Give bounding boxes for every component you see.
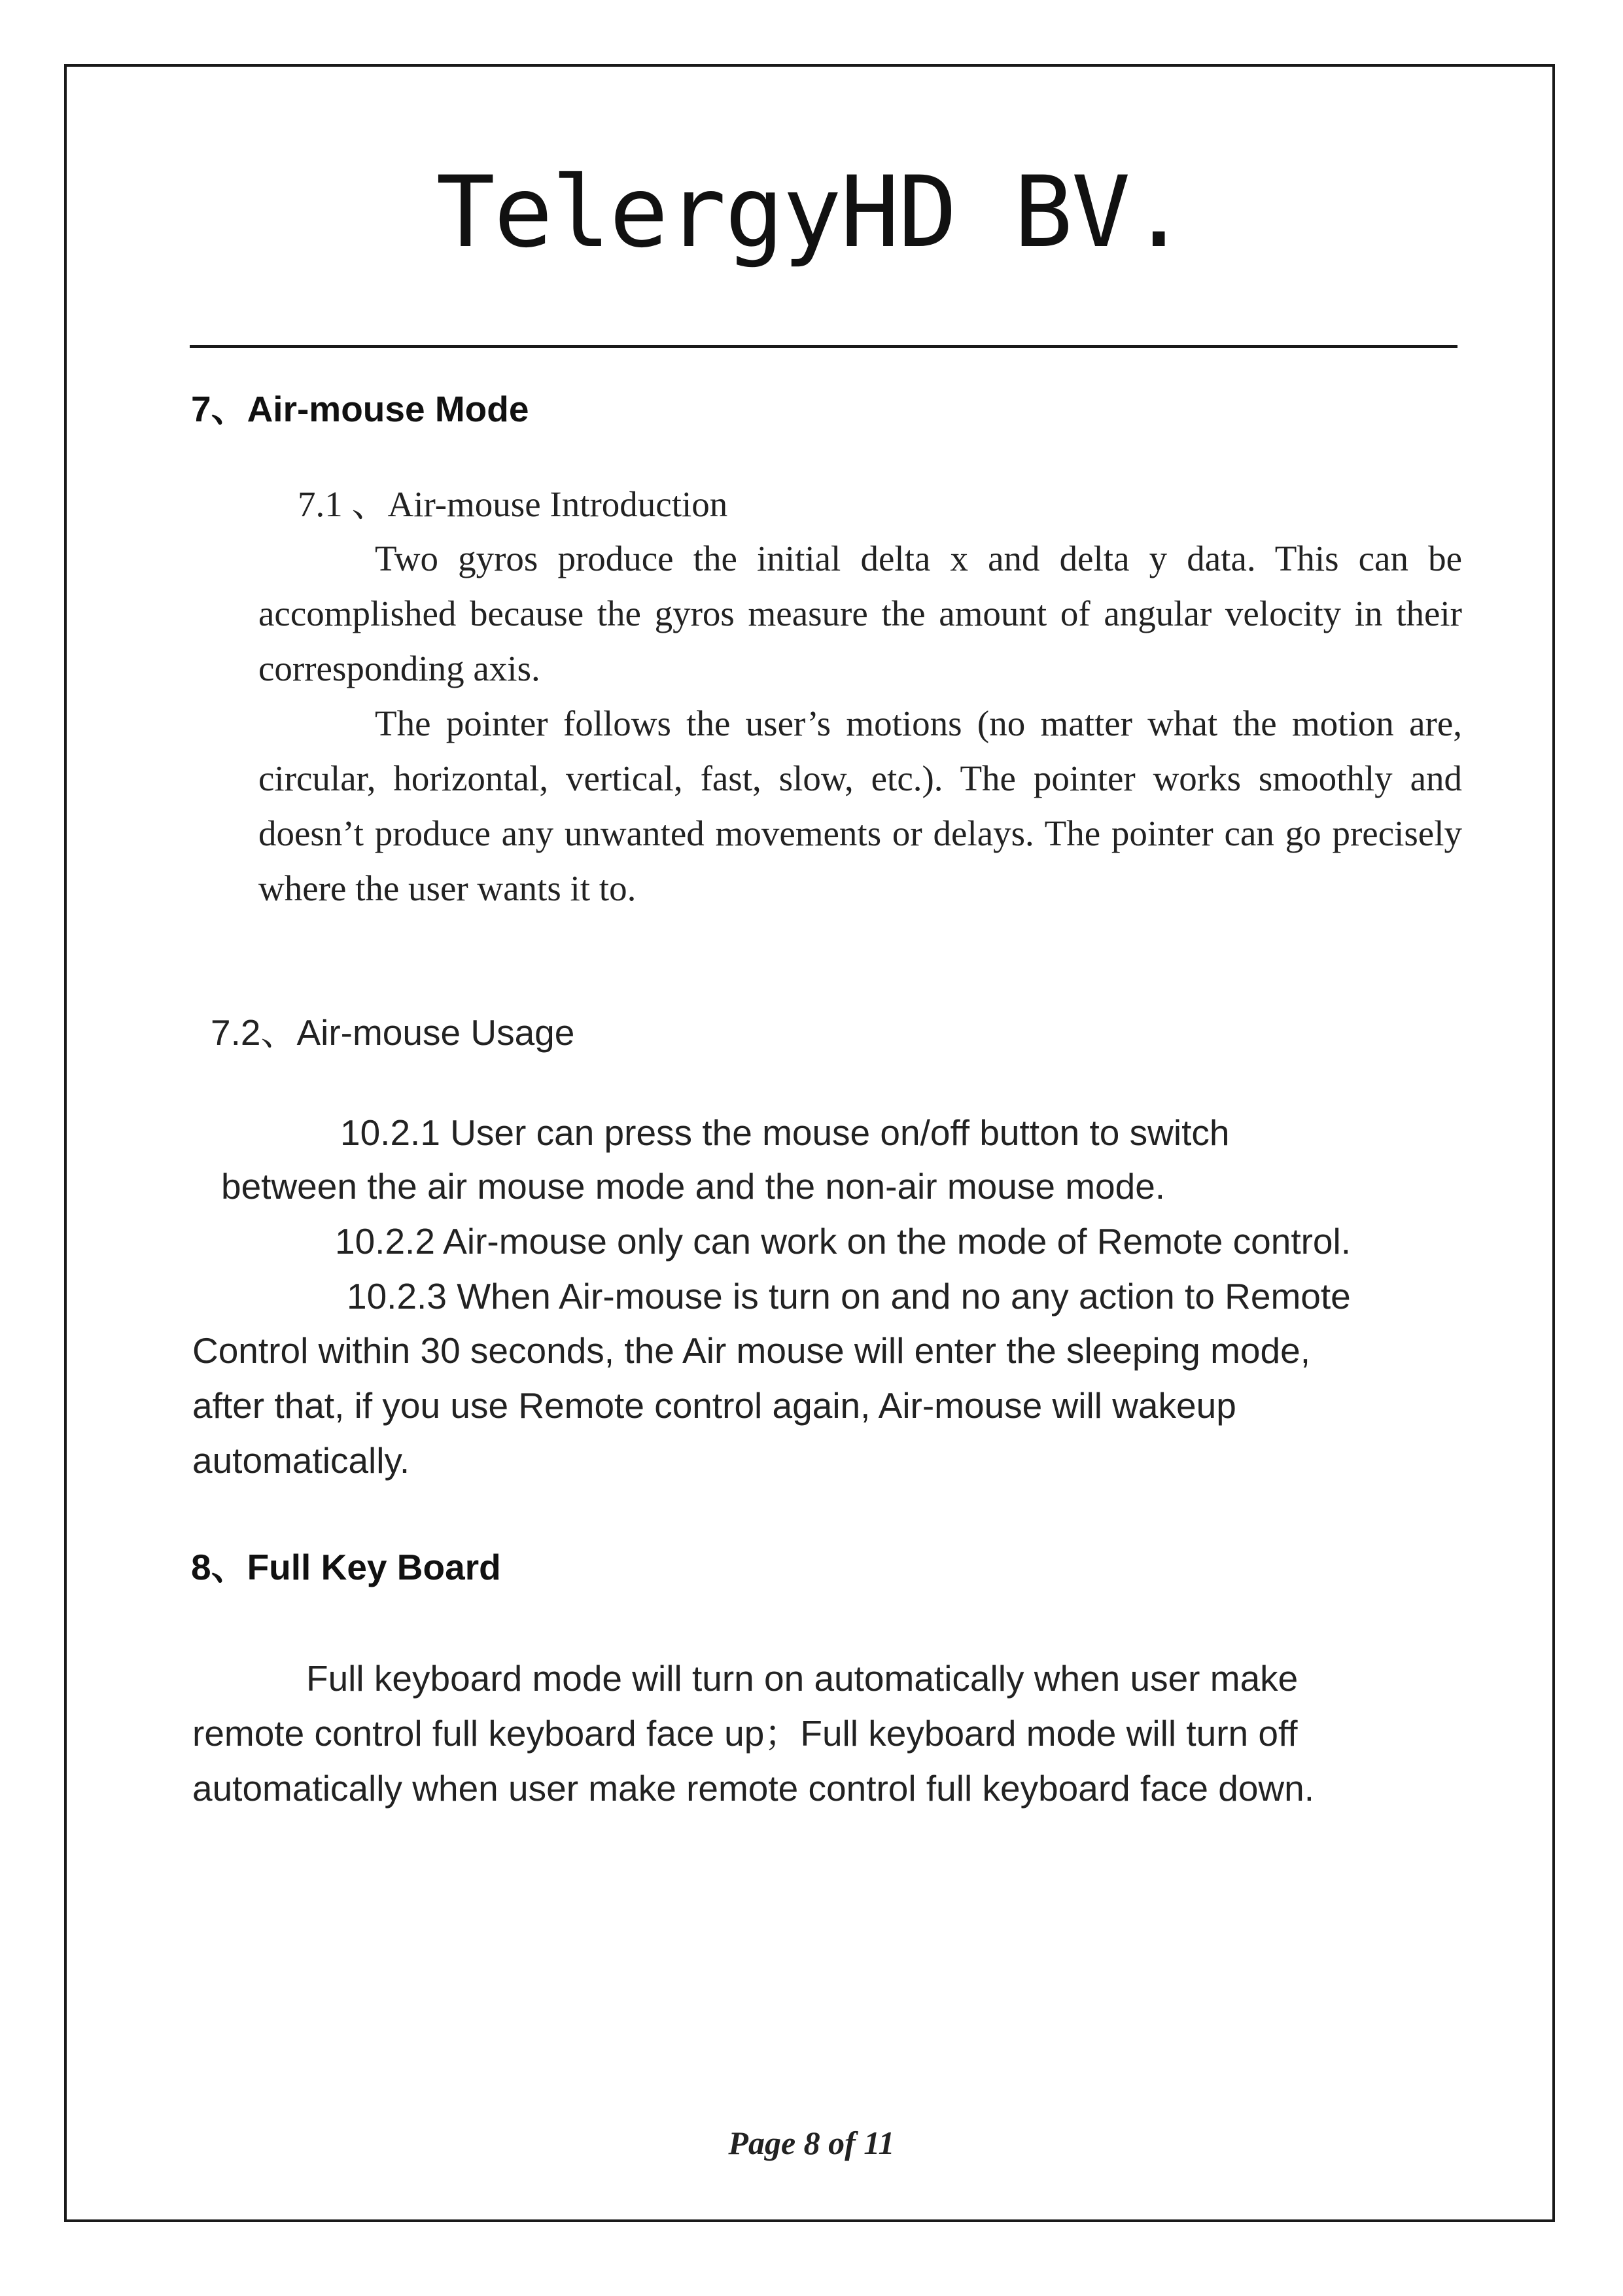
usage-item-3-line-1: 10.2.3 When Air-mouse is turn on and no any action to Remote — [347, 1276, 1351, 1316]
section-8-heading: 8、Full Key Board — [191, 1547, 501, 1587]
page-number: Page 8 of 11 — [728, 2125, 895, 2161]
document-title: TelergyHD BV. — [436, 156, 1187, 270]
section-8-line-2: remote control full keyboard face up；Full keyboard mode will turn off — [192, 1713, 1298, 1754]
section-7-1-paragraph-1: Two gyros produce the initial delta x and delta y data. This can be accomplished because the gyros measure the amount of angular velocity in their corresponding axis. — [258, 539, 1462, 688]
section-7-heading: 7、Air-mouse Mode — [191, 389, 529, 429]
usage-item-2-line-1: 10.2.2 Air-mouse only can work on the mode of Remote control. — [335, 1221, 1352, 1262]
usage-item-3-line-2: Control within 30 seconds, the Air mouse will enter the sleeping mode, — [192, 1330, 1310, 1371]
title-divider — [190, 345, 1457, 348]
section-8-line-1: Full keyboard mode will turn on automatically when user make — [306, 1658, 1299, 1699]
usage-item-1-line-2: between the air mouse mode and the non-air mouse mode. — [221, 1166, 1166, 1207]
section-7-1-paragraph-2: The pointer follows the user’s motions (no matter what the motion are, circular, horizontal, vertical, fast, slow, etc.). The pointer works smoothly and doesn’t produce any unwanted movements or delays. The pointer can go precisely where the user wants it to. — [258, 703, 1462, 908]
usage-item-3-line-3: after that, if you use Remote control again, Air-mouse will wakeup — [192, 1385, 1236, 1426]
usage-item-3-line-4: automatically. — [192, 1440, 410, 1481]
section-8-line-3: automatically when user make remote control full keyboard face down. — [192, 1768, 1315, 1809]
usage-item-1-line-1: 10.2.1 User can press the mouse on/off button to switch — [340, 1112, 1230, 1153]
section-7-1-heading: 7.1 、Air-mouse Introduction — [298, 484, 728, 524]
section-7-2-heading: 7.2、Air-mouse Usage — [211, 1012, 575, 1053]
